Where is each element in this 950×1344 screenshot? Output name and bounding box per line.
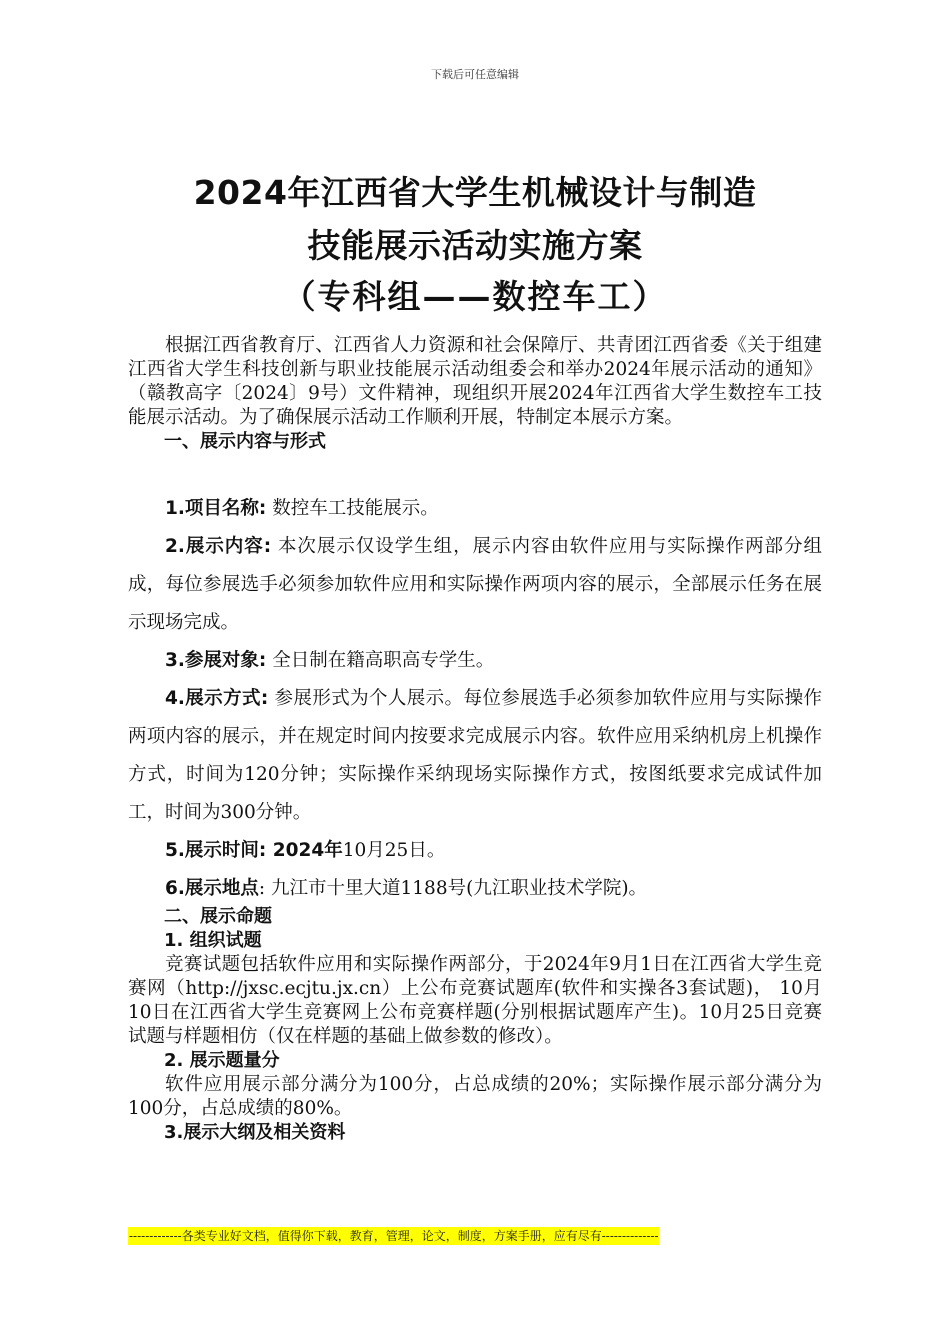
item-text: 参展形式为个人展示。每位参展选手必须参加软件应用与实际操作两项内容的展示，并在规定时间内按要求完成展示内容。软件应用采纳机房上机操作方式，时间为120分钟；实际操作采纳现场实际操作方式，按图纸要求完成试件加工，时间为300分钟。 <box>128 688 822 823</box>
item-label: 6.展示地点 <box>165 878 259 899</box>
item-location <box>128 870 822 908</box>
intro-paragraph: 根据江西省教育厅、江西省人力资源和社会保障厅、共青团江西省委《关于组建江西省大学生科技创新与职业技能展示活动组委会和举办2024年展示活动的通知》（赣教高字〔2024〕9号）文件精神，现组织开展2024年江西省大学生数控车工技能展示活动。为了确保展示活动工作顺利开展，特制定本展示方案。 <box>128 335 822 428</box>
intro-block <box>128 334 822 454</box>
section2-sub1-heading: 1. 组织试题 <box>164 930 262 951</box>
section2-sub2-heading: 2. 展示题量分 <box>164 1050 280 1071</box>
section2-sub3-heading: 3.展示大纲及相关资料 <box>164 1122 346 1143</box>
item-text: 全日制在籍高职高专学生。 <box>266 650 495 671</box>
item-text: : 九江市十里大道1188号(九江职业技术学院)。 <box>258 878 648 899</box>
title-line-2: 技能展示活动实施方案 <box>307 226 643 265</box>
section1-items <box>128 490 822 908</box>
section1-heading: 一、展示内容与形式 <box>164 431 326 452</box>
item-text: 10月25日。 <box>342 840 446 861</box>
title-line-1: 2024年江西省大学生机械设计与制造 <box>193 173 757 212</box>
item-label: 2.展示内容: <box>165 536 272 557</box>
item-label: 1.项目名称: <box>165 498 267 519</box>
item-content <box>128 528 822 642</box>
item-time <box>128 832 822 870</box>
item-participants <box>128 642 822 680</box>
item-label: 3.参展对象: <box>165 650 267 671</box>
item-method <box>128 680 822 832</box>
item-text: 数控车工技能展示。 <box>266 498 439 519</box>
footer-banner: -------------各类专业好文档，值得你下载，教育，管理，论文，制度，方案手册，应有尽有-------------- <box>129 1229 659 1243</box>
item-label: 5.展示时间: 2024年 <box>165 840 343 861</box>
section2-heading: 二、展示命题 <box>164 906 272 927</box>
title-line-3: （专科组——数控车工） <box>282 277 668 316</box>
item-text: 本次展示仅设学生组，展示内容由软件应用与实际操作两部分组成，每位参展选手必须参加软件应用和实际操作两项内容的展示，全部展示任务在展示现场完成。 <box>128 536 822 633</box>
item-label: 4.展示方式: <box>165 688 269 709</box>
section2-sub1-text: 竞赛试题包括软件应用和实际操作两部分，于2024年9月1日在江西省大学生竞赛网（http://jxsc.ecjtu.jx.cn）上公布竞赛试题库(软件和实操各3套试题)， 10月10日在江西省大学生竞赛网上公布竞赛样题(分别根据试题库产生)。10月25日竞赛试题与样题相仿（仅在样题的基础上做参数的修改）。 <box>128 954 822 1047</box>
section2-block <box>128 905 822 1145</box>
item-project-name <box>128 490 822 528</box>
section2-sub2-text: 软件应用展示部分满分为100分，占总成绩的20%；实际操作展示部分满分为100分，占总成绩的80%。 <box>128 1074 822 1119</box>
header-note: 下载后可任意编辑 <box>431 68 519 81</box>
